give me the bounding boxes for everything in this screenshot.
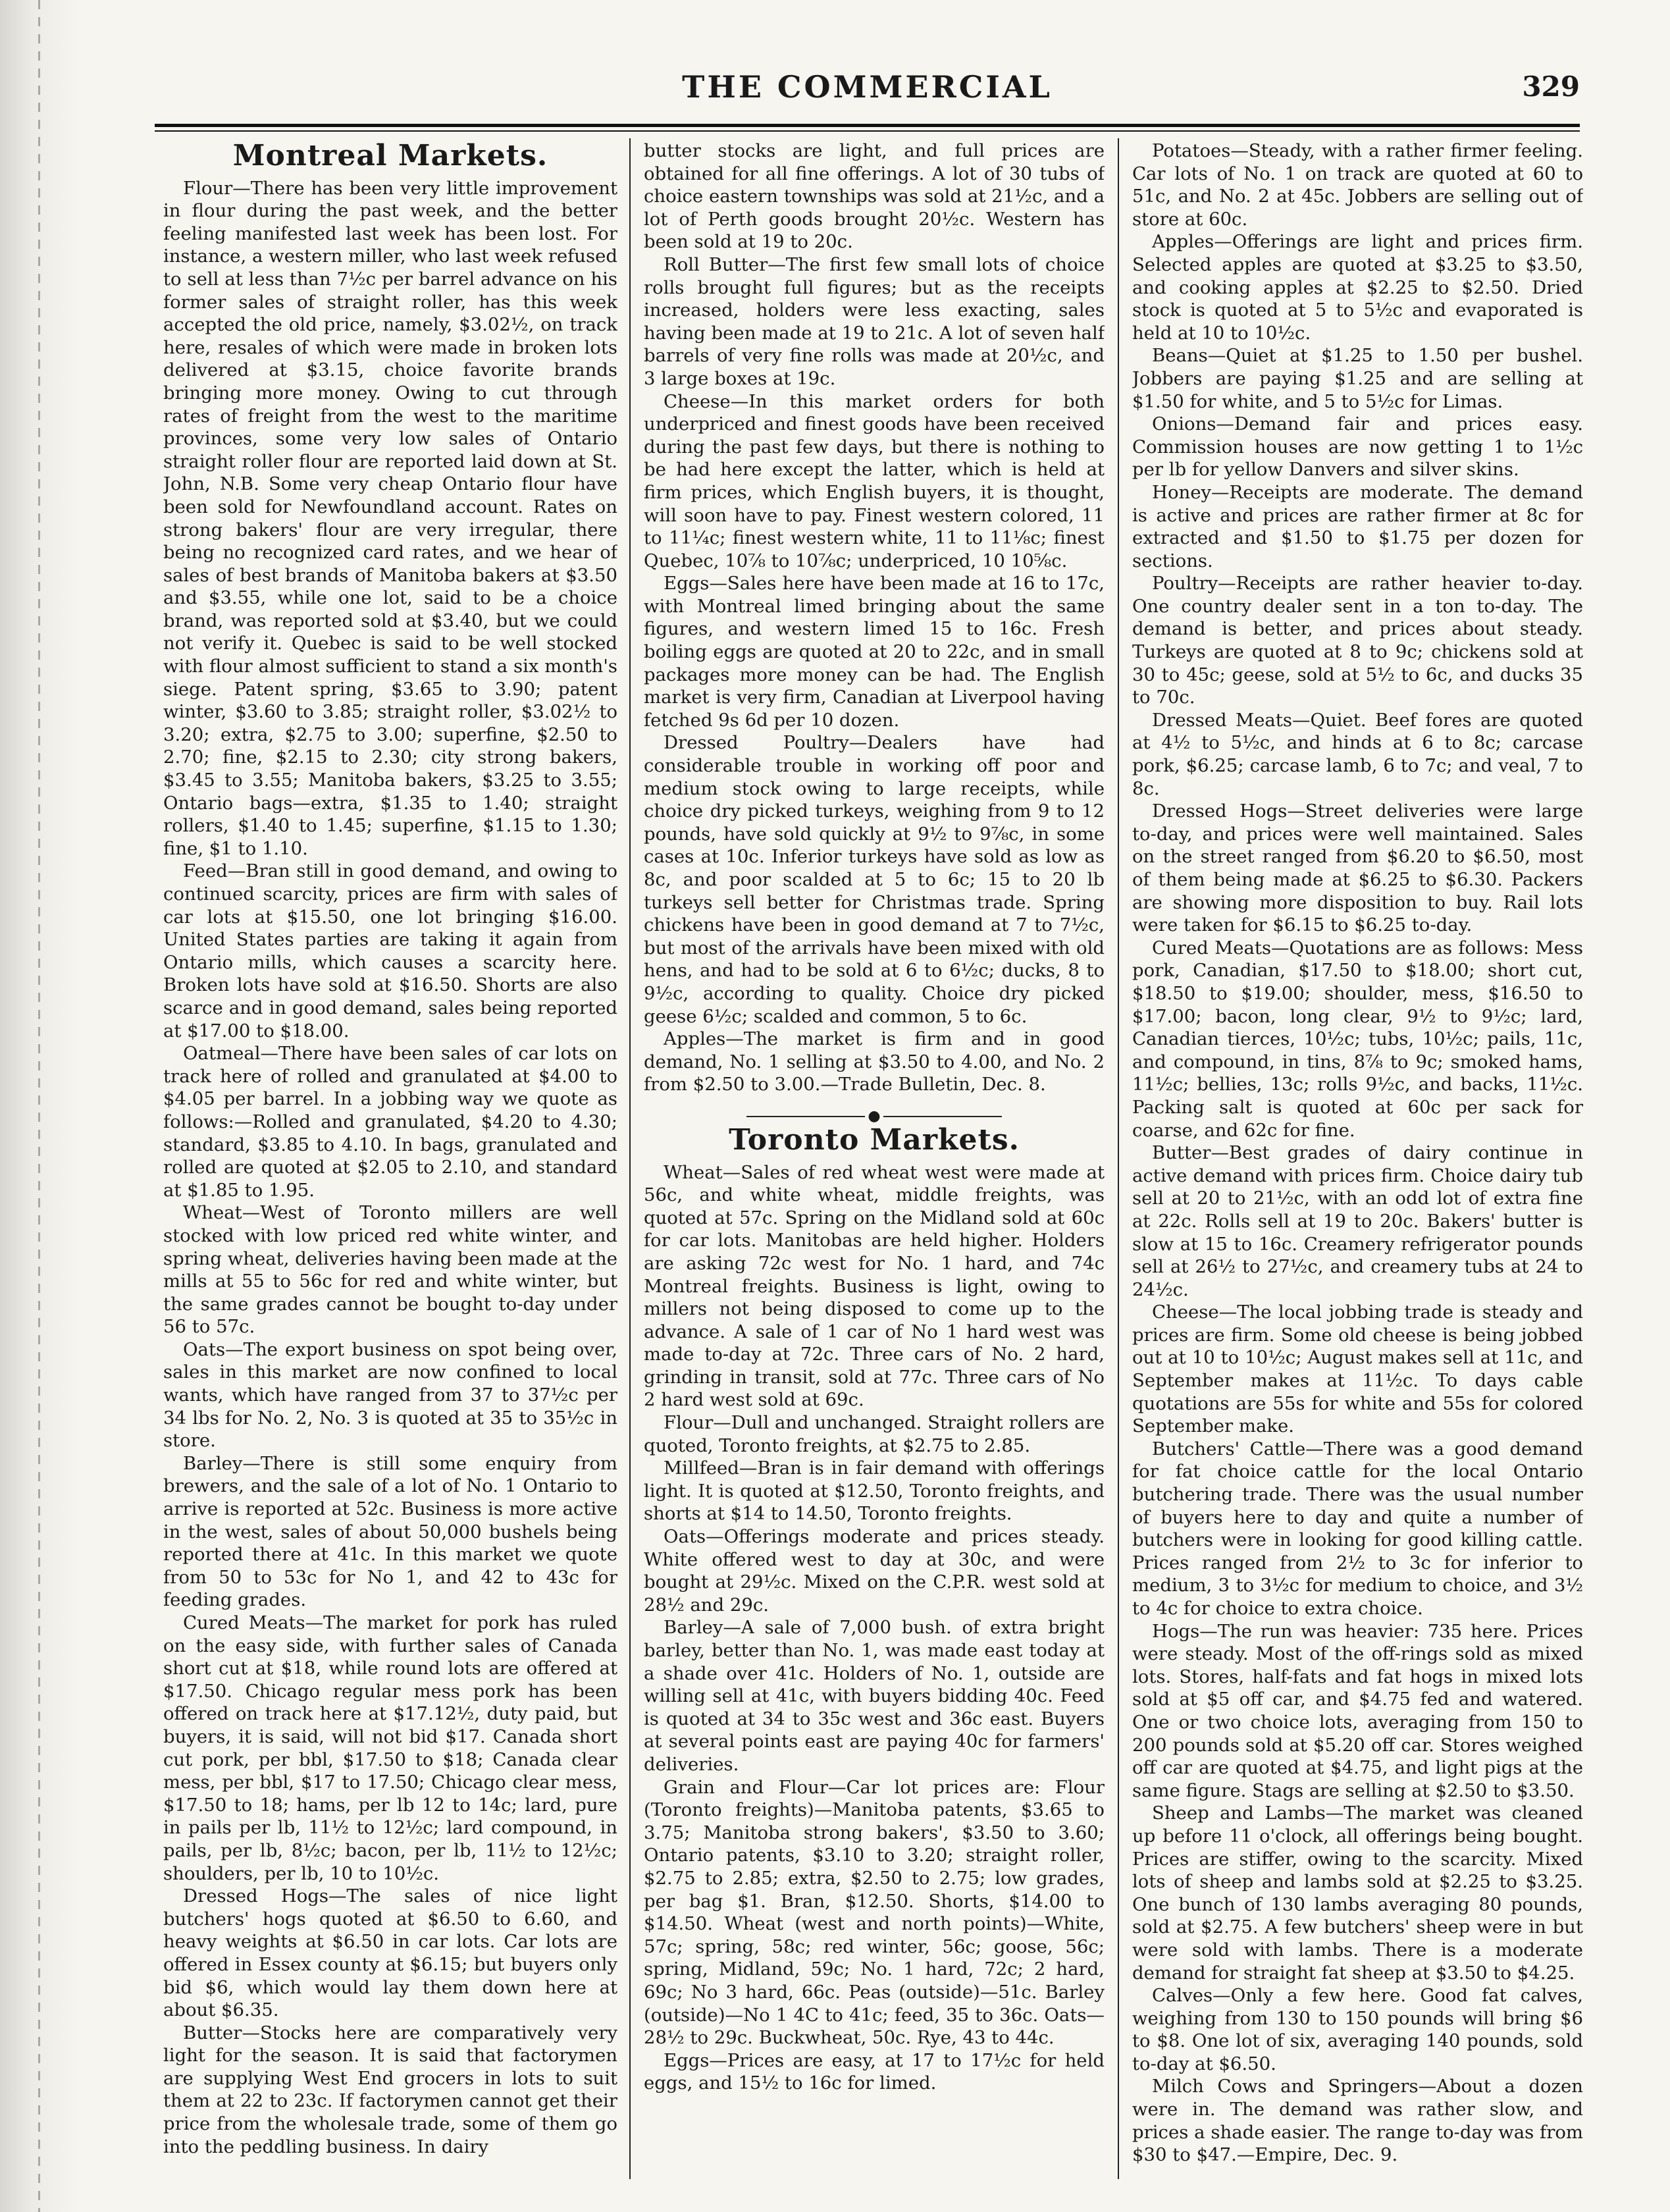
article-paragraph: Wheat—West of Toronto millers are well stocked with low priced red white winter, and spring wheat, deliveries having been made at the mills at 55 to 56c for red and white winter, but the same grades cannot be bought to-day under 56 to 57c. (163, 1202, 617, 1338)
article-paragraph: Dressed Hogs—The sales of nice light butchers' hogs quoted at $6.50 to 6.60, and heavy weights at $6.50 in car lots. Car lots are offered in Essex county at $6.15; but buyers only bid $6, which would lay them down here at about $6.35. (163, 1885, 617, 2021)
article-paragraph: Oats—The export business on spot being over, sales in this market are now confined to local wants, which have ranged from 37 to 37½c per 34 lbs for No. 2, No. 3 is quoted at 35 to 35½c in store. (163, 1338, 617, 1452)
article-paragraph: butter stocks are light, and full prices are obtained for all fine offerings. A lot of 30 tubs of choice eastern townships was sold at 21½c, and a lot of Perth goods brought 20½c. Western has been sold at 19 to 20c. (644, 140, 1105, 253)
article-paragraph: Sheep and Lambs—The market was cleaned up before 11 o'clock, all offerings being bought. Prices are stiffer, owing to the scarcity. Mixed lots of sheep and lambs sold at $2.25 to $3.25. One bunch of 130 lambs averaging 80 pounds, sold at $2.75. A few butchers' sheep were in but were sold with lambs. There is a moderate demand for straight fat sheep at $3.50 to $4.25. (1132, 1803, 1583, 1984)
article-paragraph: Cured Meats—Quotations are as follows: Mess pork, Canadian, $17.50 to $18.00; short cut, $18.50 to $19.00; shoulder, mess, $16.50 to $17.00; bacon, long clear, 9½ to 9½c; lard, Canadian tierces, 10½c; tubs, 10½c; pails, 11c, and compound, in tins, 8⅞ to 9c; smoked hams, 11½c; bellies, 13c; rolls 9½c, and backs, 11½c. Packing salt is quoted at 60c per sack for coarse, and 62c for fine. (1132, 937, 1583, 1141)
article-paragraph: Poultry—Receipts are rather heavier to-day. One country dealer sent in a ton to-day. The demand is better, and prices about steady. Turkeys are quoted at 8 to 9c; chickens sold at 30 to 45c; geese, sold at 5½ to 6c, and ducks 35 to 70c. (1132, 573, 1583, 708)
column-divider (629, 138, 631, 2179)
article-paragraph: Flour—There has been very little improvement in flour during the past week, and the better feeling manifested last week has been lost. For instance, a western miller, who last week refused to sell at less than 7½c per barrel advance on his former sales of straight roller, has this week accepted the old price, namely, $3.02½, on track here, resales of which were made in broken lots delivered at $3.15, choice favorite brands bringing more money. Owing to cut through rates of freight from the west to the maritime provinces, some very low sales of Ontario straight roller flour are reported laid down at St. John, N.B. Some very cheap Ontario flour have been sold for Newfoundland account. Rates on strong bakers' flour are very irregular, there being no recognized card rates, and we hear of sales of best brands of Manitoba bakers at $3.50 and $3.55, while one lot, said to be a choice brand, was reported sold at $3.40, but we could not verify it. Quebec is said to be well stocked with flour almost sufficient to stand a six month's siege. Patent spring, $3.65 to 3.90; patent winter, $3.60 to 3.85; straight roller, $3.02½ to 3.20; extra, $2.75 to 3.00; superfine, $2.50 to 2.70; fine, $2.15 to 2.30; city strong bakers, $3.45 to 3.55; Manitoba bakers, $3.25 to 3.55; Ontario bags—extra, $1.35 to 1.40; straight rollers, $1.40 to 1.45; superfine, $1.15 to 1.30; fine, $1 to 1.10. (163, 177, 617, 859)
article-paragraph: Oatmeal—There have been sales of car lots on track here of rolled and granulated at $4.00 to $4.05 per barrel. In a jobbing way we quote as follows:—Rolled and granulated, $4.20 to 4.30; standard, $3.85 to 4.10. In bags, granulated and rolled are quoted at $2.05 to 2.10, and standard at $1.85 to 1.95. (163, 1043, 617, 1201)
section-heading-toronto: Toronto Markets. (729, 1122, 1020, 1157)
article-paragraph: Eggs—Prices are easy, at 17 to 17½c for held eggs, and 15½ to 16c for limed. (644, 2049, 1105, 2094)
article-paragraph: Grain and Flour—Car lot prices are: Flour (Toronto freights)—Manitoba patents, $3.65 to 3.75; Manitoba strong bakers', $3.50 to 3.60; Ontario patents, $3.10 to 3.20; straight roller, $2.75 to 2.85; extra, $2.50 to 2.75; low grades, per bag $1. Bran, $12.50. Shorts, $14.00 to $14.50. Wheat (west and north points)—White, 57c; spring, 58c; red winter, 56c; goose, 56c; spring, Midland, 59c; No. 1 hard, 72c; 2 hard, 69c; No 3 hard, 66c. Peas (outside)—51c. Barley (outside)—No 1 4C to 41c; feed, 35 to 36c. Oats—28½ to 29c. Buckwheat, 50c. Rye, 43 to 44c. (644, 1776, 1105, 2049)
section-divider-ornament: ● (644, 1109, 1105, 1124)
article-paragraph: Cured Meats—The market for pork has ruled on the easy side, with further sales of Canada short cut at $18, while round lots are offered at $17.50. Chicago regular mess pork has been offered on track here at $17.12½, duty paid, but buyers, it is said, will not bid $17. Canada short cut pork, per bbl, $17.50 to $18; Canada clear mess, per bbl, $17 to 17.50; Chicago clear mess, $17.50 to 18; hams, per lb 12 to 14c; lard, pure in pails per lb, 11½ to 12½c; lard compound, in pails, per lb, 8½c; bacon, per lb, 11½ to 12½c; shoulders, per lb, 10 to 10½c. (163, 1612, 617, 1884)
article-paragraph: Apples—The market is firm and in good demand, No. 1 selling at $3.50 to 4.00, and No. 2 from $2.50 to 3.00.—Trade Bulletin, Dec. 8. (644, 1028, 1105, 1095)
article-paragraph: Hogs—The run was heavier: 735 here. Prices were steady. Most of the off-rings sold as mixed lots. Stores, half-fats and fat hogs in mixed lots sold at $5 off car, and $4.75 fed and watered. One or two choice lots, averaging from 150 to 200 pounds sold at $5.20 off car. Stores weighed off car are quoted at $4.75, and light pigs at the same figure. Stags are selling at $2.50 to $3.50. (1132, 1620, 1583, 1801)
article-paragraph: Butchers' Cattle—There was a good demand for fat choice cattle for the local Ontario butchering trade. There was the usual number of buyers here to day and quite a number of butchers were in looking for good killing cattle. Prices ranged from 2½ to 3c for inferior to medium, 3 to 3½c for medium to choice, and 3½ to 4c for choice to extra choice. (1132, 1438, 1583, 1619)
article-paragraph: Butter—Best grades of dairy continue in active demand with prices firm. Choice dairy tub sell at 20 to 21½c, with an odd lot of extra fine at 22c. Rolls sell at 19 to 20c. Bakers' butter is slow at 15 to 16c. Creamery refrigerator pounds sell at 26½ to 27½c, and creamery tubs at 24 to 24½c. (1132, 1142, 1583, 1300)
article-paragraph: Dressed Hogs—Street deliveries were large to-day, and prices were well maintained. Sales on the street ranged from $6.20 to $6.50, most of them being made at $6.25 to $6.30. Packers are showing more disposition to buy. Rail lots were taken for $6.15 to $6.25 to-day. (1132, 801, 1583, 936)
article-paragraph: Roll Butter—The first few small lots of choice rolls brought full figures; but as the receipts increased, holders were less exacting, sales having been made at 19 to 21c. A lot of seven half barrels of very fine rolls was made at 20½c, and 3 large boxes at 19c. (644, 253, 1105, 389)
column-2 (644, 140, 1105, 2180)
header-rule-thick (155, 124, 1580, 127)
article-paragraph: Wheat—Sales of red wheat west were made at 56c, and white wheat, middle freights, was quoted at 57c. Spring on the Midland sold at 60c for car lots. Manitobas are held higher. Holders are asking 72c west for No. 1 hard, and 74c Montreal freights. Business is light, owing to millers not being disposed to come up to the advance. A sale of 1 car of No 1 hard west was made to-day at 72c. Three cars of No. 2 hard, grinding in transit, sold at 77c. Three cars of No 2 hard west sold at 69c. (644, 1161, 1105, 1411)
masthead (155, 63, 1580, 122)
article-paragraph: Butter—Stocks here are comparatively very light for the season. It is said that factorymen are supplying West End grocers in lots to suit them at 22 to 23c. If factorymen cannot get their price from the wholesale trade, some of them go into the peddling business. In dairy (163, 2022, 617, 2157)
publication-title: THE COMMERCIAL (682, 69, 1053, 105)
header-rule-thin (155, 130, 1580, 132)
article-paragraph: Dressed Meats—Quiet. Beef fores are quoted at 4½ to 5½c, and hinds at 6 to 8c; carcase pork, $6.25; carcase lamb, 6 to 7c; and veal, 7 to 8c. (1132, 709, 1583, 799)
page-binding-edge (0, 0, 79, 2212)
article-paragraph: Calves—Only a few here. Good fat calves, weighing from 130 to 150 pounds will bring $6 to $8. One lot of six, averaging 140 pounds, sold to-day at $6.50. (1132, 1985, 1583, 2074)
article-paragraph: Onions—Demand fair and prices easy. Commission houses are now getting 1 to 1½c per lb for yellow Danvers and silver skins. (1132, 413, 1583, 481)
column-divider (1118, 138, 1119, 2179)
article-paragraph: Barley—There is still some enquiry from brewers, and the sale of a lot of No. 1 Ontario to arrive is reported at 52c. Business is more active in the west, sales of about 50,000 bushels being reported there at 41c. In this market we quote from 50 to 53c for No 1, and 42 to 43c for feeding grades. (163, 1452, 617, 1611)
article-paragraph: Flour—Dull and unchanged. Straight rollers are quoted, Toronto freights, at $2.75 to 2.85. (644, 1412, 1105, 1456)
article-paragraph: Millfeed—Bran is in fair demand with offerings light. It is quoted at $12.50, Toronto freights, and shorts at $14 to 14.50, Toronto freights. (644, 1458, 1105, 1525)
article-paragraph: Apples—Offerings are light and prices firm. Selected apples are quoted at $3.25 to $3.50, and cooking apples at $2.25 to $2.50. Dried stock is quoted at 5 to 5½c and evaporated is held at 10 to 10½c. (1132, 231, 1583, 344)
section-heading-montreal: Montreal Markets. (232, 140, 548, 172)
page-number: 329 (1522, 70, 1580, 103)
article-paragraph: Barley—A sale of 7,000 bush. of extra bright barley, better than No. 1, was made east today at a shade over 41c. Holders of No. 1, outside are willing sell at 41c, with buyers bidding 40c. Feed is quoted at 34 to 35c west and 36c east. Buyers at several points east are paying 40c for farmers' deliveries. (644, 1617, 1105, 1775)
article-paragraph: Potatoes—Steady, with a rather firmer feeling. Car lots of No. 1 on track are quoted at 60 to 51c, and No. 2 at 45c. Jobbers are selling out of store at 60c. (1132, 140, 1583, 230)
column-1 (163, 140, 617, 2180)
article-paragraph: Dressed Poultry—Dealers have had considerable trouble in working off poor and medium stock owing to large receipts, while choice dry picked turkeys, weighing from 9 to 12 pounds, have sold quickly at 9½ to 9⅞c, in some cases at 10c. Inferior turkeys have sold as low as 8c, and poor scalded at 5 to 6c; 15 to 20 lb turkeys sell better for Christmas trade. Spring chickens have been in good demand at 7 to 7½c, but most of the arrivals have been mixed with old hens, and had to be sold at 6 to 6½c; ducks, 8 to 9½c, according to quality. Choice dry picked geese 6½c; scalded and common, 5 to 6c. (644, 732, 1105, 1027)
article-paragraph: Beans—Quiet at $1.25 to 1.50 per bushel. Jobbers are paying $1.25 and are selling at $1.50 for white, and 5 to 5½c for Limas. (1132, 345, 1583, 412)
column-3 (1132, 140, 1583, 2180)
article-paragraph: Eggs—Sales here have been made at 16 to 17c, with Montreal limed bringing about the same figures, and western limed 15 to 16c. Fresh boiling eggs are quoted at 20 to 22c, and in small packages more money can be had. The English market is very firm, Canadian at Liverpool having fetched 9s 6d per 10 dozen. (644, 573, 1105, 731)
article-paragraph: Cheese—The local jobbing trade is steady and prices are firm. Some old cheese is being jobbed out at 10 to 10½c; August makes sell at 11c, and September makes at 11½c. To days cable quotations are 55s for white and 55s for colored September make. (1132, 1302, 1583, 1437)
article-paragraph: Feed—Bran still in good demand, and owing to continued scarcity, prices are firm with sales of car lots at $15.50, one lot bringing $16.00. United States parties are taking it again from Ontario mills, which causes a scarcity here. Broken lots have sold at $16.50. Shorts are also scarce and in good demand, sales being reported at $17.00 to $18.00. (163, 860, 617, 1041)
article-paragraph: Cheese—In this market orders for both underpriced and finest goods have been received during the past few days, but there is nothing to be had here except the latter, which is held at firm prices, which English buyers, it is thought, will soon have to pay. Finest western colored, 11 to 11¼c; finest western white, 11 to 11⅛c; finest Quebec, 10⅞ to 10⅞c; underpriced, 10 10⅝c. (644, 390, 1105, 571)
article-paragraph: Honey—Receipts are moderate. The demand is active and prices are rather firmer at 8c for extracted and $1.50 to $1.75 per dozen for sections. (1132, 481, 1583, 571)
article-paragraph: Milch Cows and Springers—About a dozen were in. The demand was rather slow, and prices a shade easier. The range to-day was from $30 to $47.—Empire, Dec. 9. (1132, 2076, 1583, 2166)
article-paragraph: Oats—Offerings moderate and prices steady. White offered west to day at 30c, and were bought at 29½c. Mixed on the C.P.R. west sold at 28½ and 29c. (644, 1526, 1105, 1616)
